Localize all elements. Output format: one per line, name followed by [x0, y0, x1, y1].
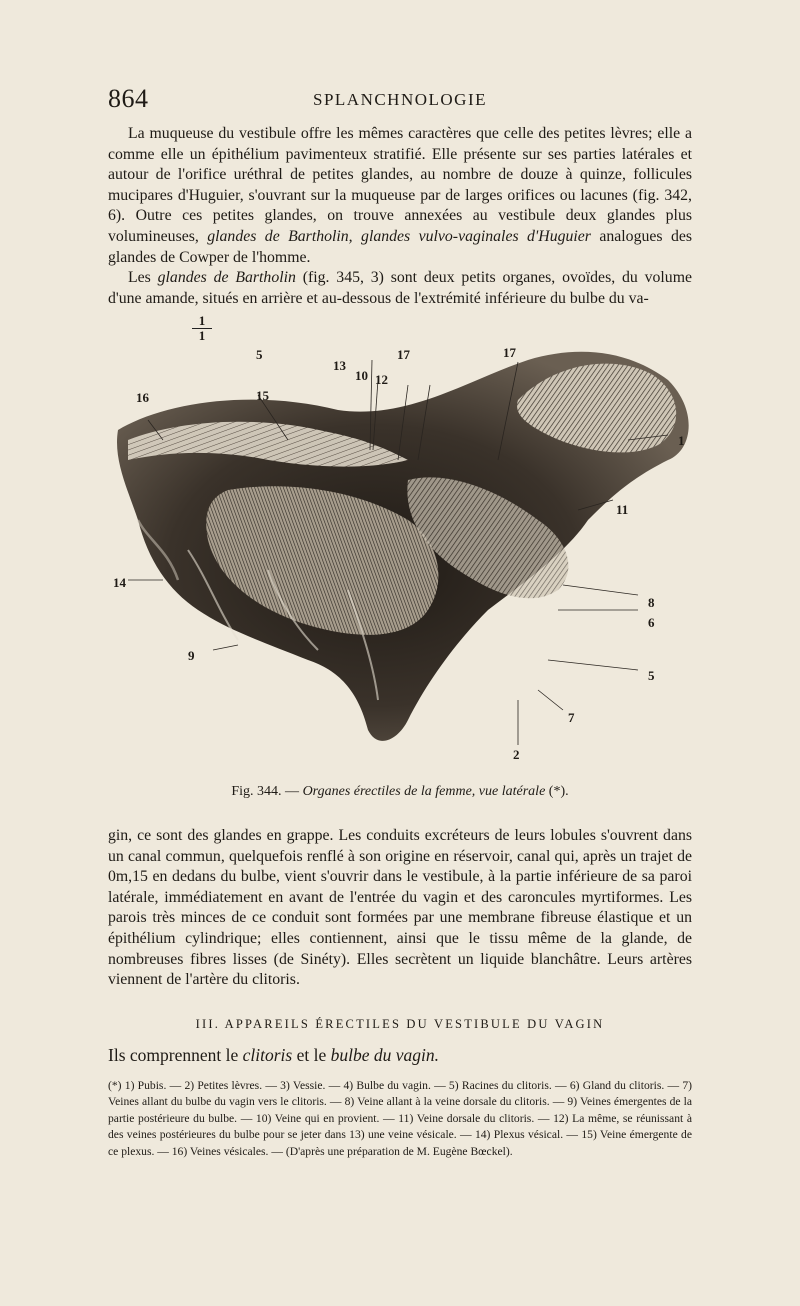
caption-title: Organes érectiles de la femme, vue latérale [302, 784, 546, 799]
figure-label: 14 [113, 575, 126, 590]
anatomical-engraving-figure [108, 340, 708, 770]
figure-label: 2 [513, 747, 520, 762]
section-intro-start: Ils comprennent le [108, 1045, 239, 1065]
emphasis-bulbe: bulbe du vagin. [330, 1045, 439, 1065]
figure-label: 12 [375, 372, 388, 387]
figure-label: 16 [136, 390, 149, 405]
scale-fraction [190, 315, 214, 342]
section-heading: III. APPAREILS ÉRECTILES DU VESTIBULE DU VAGIN [195, 1017, 605, 1031]
scale-denominator: 1 [198, 328, 206, 343]
paragraph-bartholin-continued: gin, ce sont des glandes en grappe. Les conduits excréteurs de leurs lobules s'ouvrent dans un canal commun, quelquefois renflé à son origine en réservoir, canal qui, après un trajet de 0m,15 en dedans du bulbe, vient s'ouvrir dans le vestibule, à la partie inférieure de sa paroi latérale, immédiatement en avant de l'entrée du vagin et des caroncules myrtiformes. Les parois très minces de ce conduit sont formées par une membrane fibreuse élastique et un épithélium cylindrique; elles contiennent, ainsi que le tissu même de la glande, de nombreuses fibres lisses (de Sinéty). Elles secrètent un liquide blanchâtre. Leurs artères viennent de l'artère du clitoris. [108, 827, 692, 989]
figure-label: 9 [188, 648, 195, 663]
figure-label: 11 [616, 502, 629, 517]
figure-label: 17 [397, 347, 410, 362]
paragraph-text-start: Les [128, 269, 151, 286]
emphasis-bartholin-glands: glandes de Bartholin, glandes vulvo-vaginales d'Huguier [207, 227, 591, 245]
figure-label: 6 [648, 615, 655, 630]
caption-suffix: (*). [548, 784, 569, 799]
paragraph-vestibule-mucosa [108, 124, 692, 268]
emphasis-clitoris: clitoris [242, 1045, 293, 1065]
paragraph-text-end: analogues des glandes de Cowper de l'homme. [108, 227, 693, 266]
figure-label: 7 [568, 710, 575, 725]
scale-numerator: 1 [198, 313, 206, 328]
page-header [108, 84, 692, 114]
section-intro-mid: et le [296, 1045, 327, 1065]
paragraph-text: La muqueuse du vestibule offre les mêmes caractères que celle des petites lèvres; elle a comme elle un épithélium pavimenteux stratifié. Elle présente sur ses parties latérales et autour de l'orifice uréthral de petites glandes, au nombre de douze à quinze, follicules mucipares d'Huguier, s'ouvrant sur la muqueuse par de larges orifices ou lacunes (fig. 342, 6). Outre ces petites glandes, on trouve annexées au vestibule deux glandes plus volumineuses, [108, 125, 692, 245]
figure-label: 15 [256, 388, 269, 403]
figure-label: 13 [333, 358, 346, 373]
page-number: 864 [108, 84, 149, 113]
figure-footnote: (*) 1) Pubis. — 2) Petites lèvres. — 3) Vessie. — 4) Bulbe du vagin. — 5) Racines du clitoris. — 6) Gland du clitoris. — 7) Veines allant du bulbe du vagin vers le clitoris. — 8) Veine allant à la veine dorsale du clitoris. — 9) Veines émergentes de la partie postérieure du bulbe. — 10) Veine qui en provient. — 11) Veine dorsale du clitoris. — 12) La même, se réunissant à des veines postérieures du bulbe pour se jeter dans 13) une veine vésicale. — 14) Plexus vésical. — 15) Veine émergente de ce plexus. — 16) Veines vésicales. — (D'après une préparation de M. Eugène Bœckel). [108, 1079, 692, 1158]
figure-caption [0, 784, 800, 800]
paragraph-bartholin [108, 268, 692, 309]
figure-label: 17 [503, 345, 516, 360]
figure-label: 8 [648, 595, 655, 610]
emphasis-bartholin: glandes de Bartholin [157, 269, 296, 286]
section-intro [108, 1045, 439, 1066]
paragraph-text: (fig. 345, 3) sont deux petits organes, ovoïdes, du volume d'une amande, situés en arrière et au-dessous de l'extrémité inférieure du bulbe du va- [108, 269, 692, 307]
engraving-illustration [108, 340, 708, 770]
figure-label: 10 [355, 368, 368, 383]
running-title: SPLANCHNOLOGIE [313, 90, 487, 109]
figure-label: 1 [678, 433, 685, 448]
caption-prefix: Fig. 344. — [231, 784, 300, 799]
figure-label: 5 [648, 668, 655, 683]
figure-label: 5 [256, 347, 263, 362]
